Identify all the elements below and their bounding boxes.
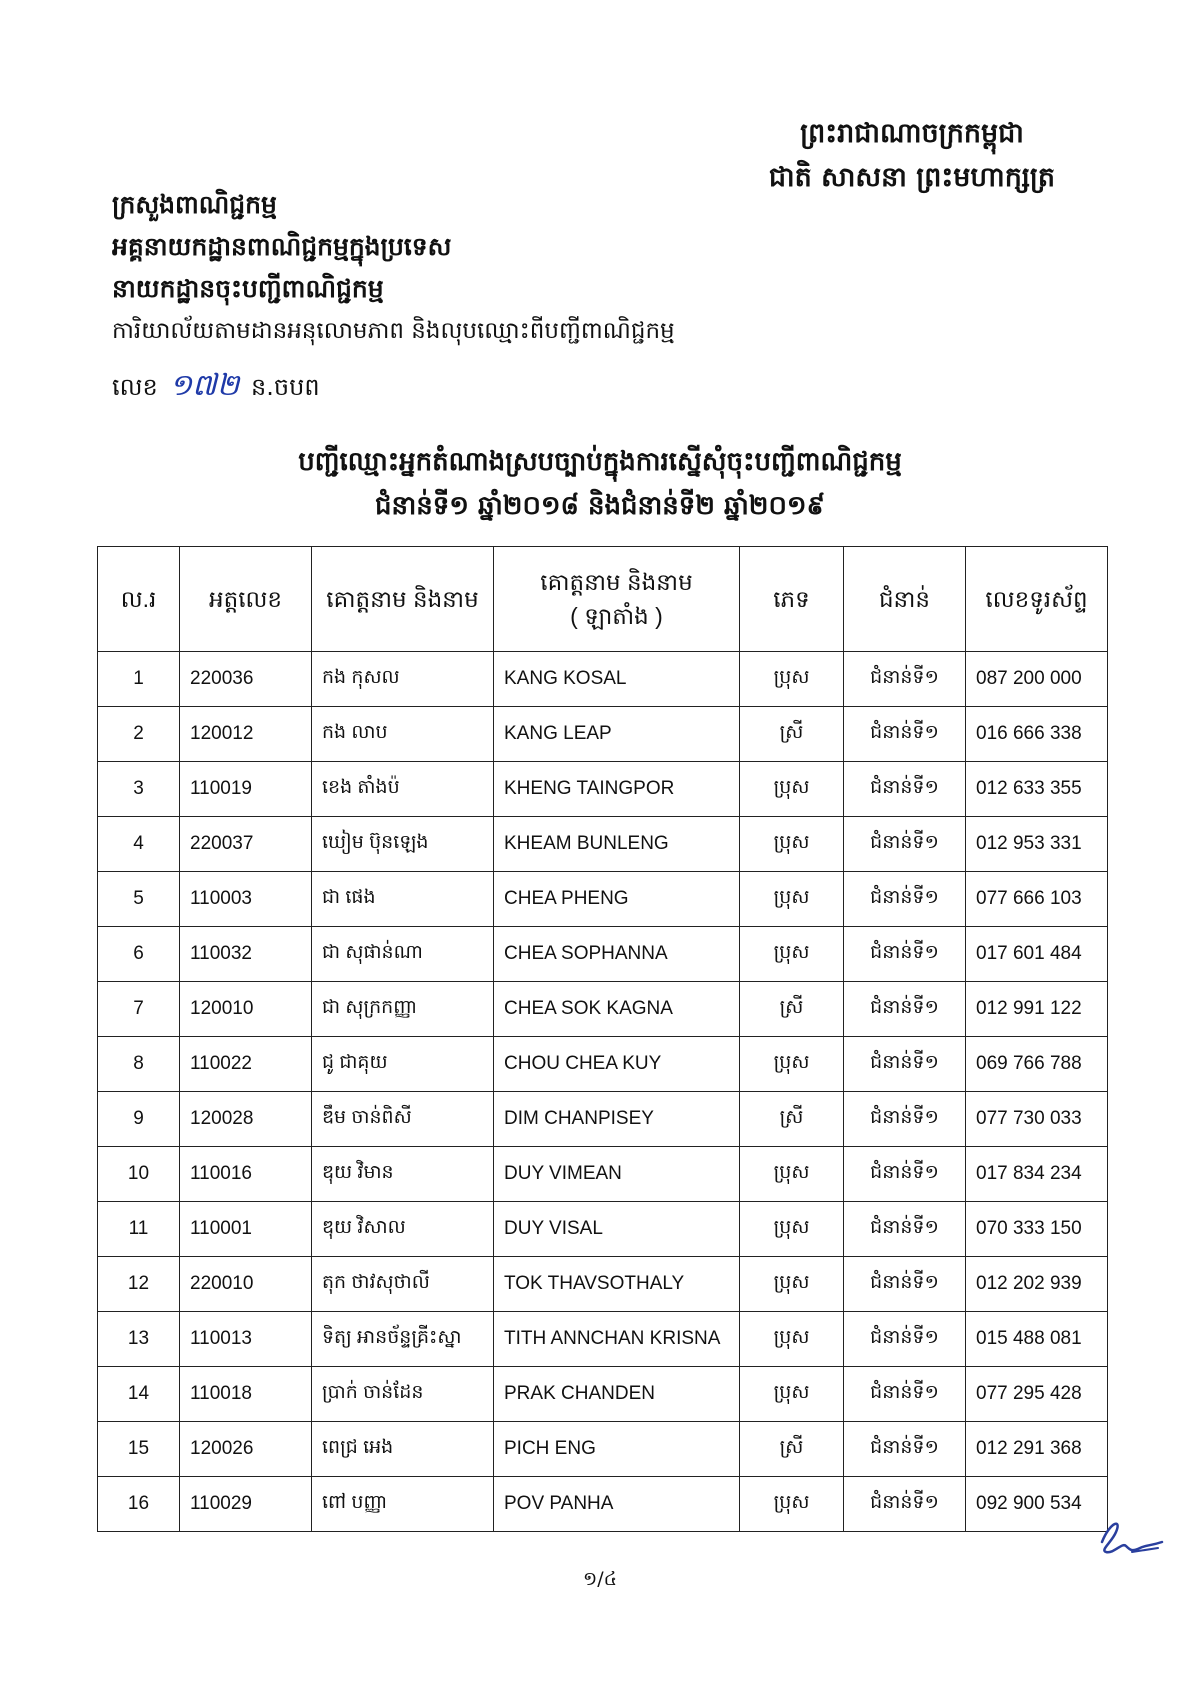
phone-number-cell: 077 295 428 bbox=[966, 1367, 1108, 1422]
row-number-cell: 4 bbox=[98, 817, 180, 872]
reference-prefix: លេខ bbox=[112, 373, 158, 401]
name-latin-cell: PICH ENG bbox=[494, 1422, 740, 1477]
row-number-cell: 16 bbox=[98, 1477, 180, 1532]
sex-cell: ស្រី bbox=[740, 1092, 844, 1147]
sex-cell: ស្រី bbox=[740, 1422, 844, 1477]
header-name-latin-line2: ( ឡាតាំង ) bbox=[570, 603, 663, 629]
name-latin-cell: CHEA PHENG bbox=[494, 872, 740, 927]
table-row bbox=[98, 1367, 1108, 1422]
name-khmer-cell: ជា សុផាន់ណា bbox=[312, 927, 494, 982]
general-department-name: អគ្គនាយកដ្ឋានពាណិជ្ជកម្មក្នុងប្រទេស bbox=[112, 232, 452, 261]
table-row bbox=[98, 1092, 1108, 1147]
name-latin-cell: CHEA SOPHANNA bbox=[494, 927, 740, 982]
phone-number-cell: 012 633 355 bbox=[966, 762, 1108, 817]
name-khmer-cell: តុក ថាវសុថាលី bbox=[312, 1257, 494, 1312]
header-phone: លេខទូរស័ព្ទ bbox=[966, 547, 1108, 652]
round-cell: ជំនាន់ទី១ bbox=[844, 762, 966, 817]
table-body bbox=[98, 652, 1108, 1532]
phone-number-cell: 092 900 534 bbox=[966, 1477, 1108, 1532]
round-cell: ជំនាន់ទី១ bbox=[844, 1367, 966, 1422]
round-cell: ជំនាន់ទី១ bbox=[844, 1312, 966, 1367]
phone-number-cell: 016 666 338 bbox=[966, 707, 1108, 762]
name-latin-cell: CHOU CHEA KUY bbox=[494, 1037, 740, 1092]
round-cell: ជំនាន់ទី១ bbox=[844, 1202, 966, 1257]
department-name: នាយកដ្ឋានចុះបញ្ជីពាណិជ្ជកម្ម bbox=[112, 274, 384, 303]
sex-cell: ស្រី bbox=[740, 982, 844, 1037]
round-cell: ជំនាន់ទី១ bbox=[844, 652, 966, 707]
member-id-cell: 120028 bbox=[180, 1092, 312, 1147]
phone-number-cell: 012 202 939 bbox=[966, 1257, 1108, 1312]
name-khmer-cell: ខេង តាំងប៉ bbox=[312, 762, 494, 817]
name-latin-cell: DUY VIMEAN bbox=[494, 1147, 740, 1202]
table-row bbox=[98, 1257, 1108, 1312]
round-cell: ជំនាន់ទី១ bbox=[844, 1037, 966, 1092]
phone-number-cell: 015 488 081 bbox=[966, 1312, 1108, 1367]
table-row bbox=[98, 1477, 1108, 1532]
round-cell: ជំនាន់ទី១ bbox=[844, 1477, 966, 1532]
name-latin-cell: KANG LEAP bbox=[494, 707, 740, 762]
row-number-cell: 8 bbox=[98, 1037, 180, 1092]
ministry-block bbox=[112, 184, 752, 352]
member-id-cell: 110001 bbox=[180, 1202, 312, 1257]
phone-number-cell: 070 333 150 bbox=[966, 1202, 1108, 1257]
name-khmer-cell: ឌុយ វិមាន bbox=[312, 1147, 494, 1202]
name-khmer-cell: ឃៀម ប៊ុនឡេង bbox=[312, 817, 494, 872]
name-latin-cell: TITH ANNCHAN KRISNA bbox=[494, 1312, 740, 1367]
name-latin-cell: DUY VISAL bbox=[494, 1202, 740, 1257]
name-khmer-cell: ឌឹម ចាន់ពិសី bbox=[312, 1092, 494, 1147]
name-khmer-cell: ជា ផេង bbox=[312, 872, 494, 927]
table-row bbox=[98, 1312, 1108, 1367]
phone-number-cell: 012 291 368 bbox=[966, 1422, 1108, 1477]
office-name: ការិយាល័យតាមដានអនុលោមភាព និងលុបឈ្មោះពីបញ្ជីពាណិជ្ជកម្ម bbox=[112, 318, 675, 344]
member-id-cell: 110016 bbox=[180, 1147, 312, 1202]
row-number-cell: 1 bbox=[98, 652, 180, 707]
member-id-cell: 120026 bbox=[180, 1422, 312, 1477]
name-khmer-cell: ឌុយ វិសាល bbox=[312, 1202, 494, 1257]
member-id-cell: 220037 bbox=[180, 817, 312, 872]
name-latin-cell: KHEAM BUNLENG bbox=[494, 817, 740, 872]
member-id-cell: 220036 bbox=[180, 652, 312, 707]
sex-cell: ប្រុស bbox=[740, 1367, 844, 1422]
row-number-cell: 2 bbox=[98, 707, 180, 762]
name-latin-cell: POV PANHA bbox=[494, 1477, 740, 1532]
table-row bbox=[98, 1422, 1108, 1477]
sex-cell: ស្រី bbox=[740, 707, 844, 762]
name-latin-cell: KANG KOSAL bbox=[494, 652, 740, 707]
row-number-cell: 15 bbox=[98, 1422, 180, 1477]
sex-cell: ប្រុស bbox=[740, 872, 844, 927]
phone-number-cell: 069 766 788 bbox=[966, 1037, 1108, 1092]
member-id-cell: 110018 bbox=[180, 1367, 312, 1422]
reference-number bbox=[112, 368, 320, 405]
round-cell: ជំនាន់ទី១ bbox=[844, 1092, 966, 1147]
signature-initials bbox=[1092, 1512, 1172, 1562]
row-number-cell: 7 bbox=[98, 982, 180, 1037]
header-round: ជំនាន់ bbox=[844, 547, 966, 652]
round-cell: ជំនាន់ទី១ bbox=[844, 1147, 966, 1202]
sex-cell: ប្រុស bbox=[740, 1037, 844, 1092]
member-id-cell: 110032 bbox=[180, 927, 312, 982]
representatives-table bbox=[97, 546, 1108, 1532]
sex-cell: ប្រុស bbox=[740, 1257, 844, 1312]
table-row bbox=[98, 982, 1108, 1037]
table-row bbox=[98, 927, 1108, 982]
phone-number-cell: 087 200 000 bbox=[966, 652, 1108, 707]
phone-number-cell: 017 834 234 bbox=[966, 1147, 1108, 1202]
name-latin-cell: DIM CHANPISEY bbox=[494, 1092, 740, 1147]
header-id: អត្តលេខ bbox=[180, 547, 312, 652]
phone-number-cell: 012 991 122 bbox=[966, 982, 1108, 1037]
round-cell: ជំនាន់ទី១ bbox=[844, 982, 966, 1037]
header-sex: ភេទ bbox=[740, 547, 844, 652]
member-id-cell: 110013 bbox=[180, 1312, 312, 1367]
member-id-cell: 110022 bbox=[180, 1037, 312, 1092]
name-latin-cell: KHENG TAINGPOR bbox=[494, 762, 740, 817]
national-motto: ជាតិ សាសនា ព្រះមហាក្សត្រ bbox=[768, 162, 1056, 193]
phone-number-cell: 012 953 331 bbox=[966, 817, 1108, 872]
member-id-cell: 120012 bbox=[180, 707, 312, 762]
table-row bbox=[98, 1147, 1108, 1202]
document-title bbox=[0, 440, 1200, 528]
member-id-cell: 220010 bbox=[180, 1257, 312, 1312]
table-row bbox=[98, 762, 1108, 817]
round-cell: ជំនាន់ទី១ bbox=[844, 927, 966, 982]
phone-number-cell: 077 730 033 bbox=[966, 1092, 1108, 1147]
table-row bbox=[98, 652, 1108, 707]
sex-cell: ប្រុស bbox=[740, 817, 844, 872]
title-line-1: បញ្ជីឈ្មោះអ្នកតំណាងស្របច្បាប់ក្នុងការស្នើសុំចុះបញ្ជីពាណិជ្ជកម្ម bbox=[298, 447, 902, 477]
phone-number-cell: 017 601 484 bbox=[966, 927, 1108, 982]
name-khmer-cell: ពេជ្រ អេង bbox=[312, 1422, 494, 1477]
header-name-khmer: គោត្តនាម និងនាម bbox=[312, 547, 494, 652]
sex-cell: ប្រុស bbox=[740, 1147, 844, 1202]
row-number-cell: 12 bbox=[98, 1257, 180, 1312]
table-row bbox=[98, 707, 1108, 762]
table-row bbox=[98, 1202, 1108, 1257]
row-number-cell: 5 bbox=[98, 872, 180, 927]
name-latin-cell: CHEA SOK KAGNA bbox=[494, 982, 740, 1037]
member-id-cell: 110019 bbox=[180, 762, 312, 817]
row-number-cell: 14 bbox=[98, 1367, 180, 1422]
page-number: ១/៤ bbox=[582, 1568, 618, 1590]
name-khmer-cell: ពៅ បញ្ញា bbox=[312, 1477, 494, 1532]
table-row bbox=[98, 1037, 1108, 1092]
table-header-row bbox=[98, 547, 1108, 652]
reference-suffix: ន.ចបព bbox=[251, 373, 320, 401]
row-number-cell: 6 bbox=[98, 927, 180, 982]
member-id-cell: 120010 bbox=[180, 982, 312, 1037]
member-id-cell: 110029 bbox=[180, 1477, 312, 1532]
phone-number-cell: 077 666 103 bbox=[966, 872, 1108, 927]
reference-handwritten-number: ១៧២ bbox=[169, 368, 240, 403]
sex-cell: ប្រុស bbox=[740, 762, 844, 817]
name-latin-cell: PRAK CHANDEN bbox=[494, 1367, 740, 1422]
name-khmer-cell: ជូ ជាគុយ bbox=[312, 1037, 494, 1092]
row-number-cell: 10 bbox=[98, 1147, 180, 1202]
sex-cell: ប្រុស bbox=[740, 1312, 844, 1367]
sex-cell: ប្រុស bbox=[740, 652, 844, 707]
table-row bbox=[98, 817, 1108, 872]
sex-cell: ប្រុស bbox=[740, 1202, 844, 1257]
round-cell: ជំនាន់ទី១ bbox=[844, 1257, 966, 1312]
header-no: ល.រ bbox=[98, 547, 180, 652]
round-cell: ជំនាន់ទី១ bbox=[844, 872, 966, 927]
name-khmer-cell: កង កុសល bbox=[312, 652, 494, 707]
round-cell: ជំនាន់ទី១ bbox=[844, 707, 966, 762]
name-khmer-cell: ជា សុក្រកញ្ញា bbox=[312, 982, 494, 1037]
name-khmer-cell: ទិត្យ អានច័ន្ទគ្រីះស្នា bbox=[312, 1312, 494, 1367]
row-number-cell: 3 bbox=[98, 762, 180, 817]
title-line-2: ជំនាន់ទី១ ឆ្នាំ២០១៨ និងជំនាន់ទី២ ឆ្នាំ២០១៩ bbox=[375, 491, 825, 521]
round-cell: ជំនាន់ទី១ bbox=[844, 817, 966, 872]
name-khmer-cell: ប្រាក់ ចាន់ដែន bbox=[312, 1367, 494, 1422]
table-row bbox=[98, 872, 1108, 927]
row-number-cell: 9 bbox=[98, 1092, 180, 1147]
kingdom-header bbox=[732, 112, 1092, 200]
round-cell: ជំនាន់ទី១ bbox=[844, 1422, 966, 1477]
row-number-cell: 13 bbox=[98, 1312, 180, 1367]
header-name-latin-line1: គោត្តនាម និងនាម bbox=[540, 569, 693, 595]
name-latin-cell: TOK THAVSOTHALY bbox=[494, 1257, 740, 1312]
ministry-name: ក្រសួងពាណិជ្ជកម្ម bbox=[112, 190, 277, 219]
member-id-cell: 110003 bbox=[180, 872, 312, 927]
sex-cell: ប្រុស bbox=[740, 1477, 844, 1532]
row-number-cell: 11 bbox=[98, 1202, 180, 1257]
sex-cell: ប្រុស bbox=[740, 927, 844, 982]
kingdom-title: ព្រះរាជាណាចក្រកម្ពុជា bbox=[800, 118, 1024, 149]
header-name-latin bbox=[494, 547, 740, 652]
name-khmer-cell: កង លាប bbox=[312, 707, 494, 762]
